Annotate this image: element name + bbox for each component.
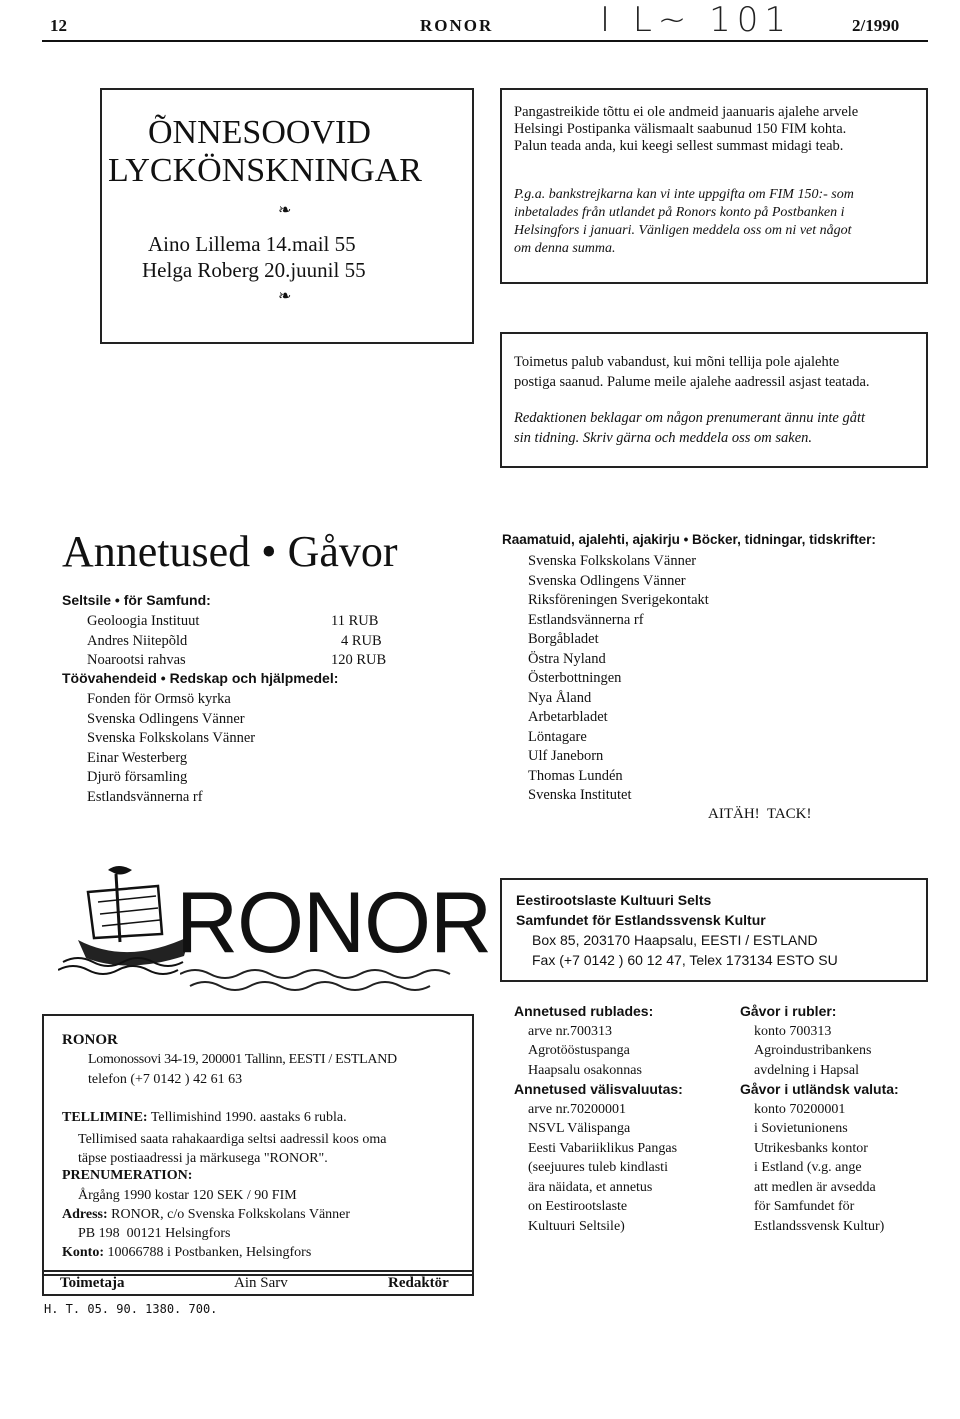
bank-line: att medlen är avsedda bbox=[754, 1179, 876, 1195]
society-name-sv: Samfundet för Estlandssvensk Kultur bbox=[516, 912, 766, 928]
bank-line: i Estland (v.g. ange bbox=[754, 1160, 862, 1175]
bank-line: arve nr.70200001 bbox=[528, 1101, 626, 1117]
society-name-et: Eestirootslaste Kultuuri Selts bbox=[516, 892, 712, 908]
book-donor: Estlandsvännerna rf bbox=[528, 611, 644, 628]
donor-name: Noarootsi rahvas bbox=[87, 652, 186, 668]
donor-name: Einar Westerberg bbox=[87, 749, 188, 766]
bank-line: Agroindustribankens bbox=[754, 1043, 872, 1058]
donor-name: Djurö församling bbox=[87, 769, 188, 785]
handwritten-note: I L~ 101 bbox=[600, 0, 792, 40]
bank-line: avdelning i Hapsal bbox=[754, 1062, 859, 1078]
adress-text: RONOR, c/o Svenska Folkskolans Vänner bbox=[111, 1207, 351, 1222]
ronor-info-box bbox=[42, 1014, 474, 1276]
editor-row bbox=[42, 1270, 474, 1296]
bank-et bbox=[514, 1002, 683, 1236]
ornament-icon: ❧ bbox=[278, 202, 292, 219]
postal-notice-box bbox=[500, 88, 928, 284]
books-list bbox=[528, 552, 709, 806]
greeting-line: Aino Lillema 14.mail 55 bbox=[148, 232, 356, 256]
tellimine-label: TELLIMINE: bbox=[62, 1110, 148, 1125]
greetings-title-et: ÕNNESOOVID bbox=[148, 114, 371, 151]
societies-list bbox=[87, 612, 427, 671]
ronor-name: RONOR bbox=[62, 1032, 118, 1048]
society-contact: Fax (+7 0142 ) 60 12 47, Telex 173134 ESTO SU bbox=[532, 952, 838, 968]
logo-waves bbox=[180, 964, 460, 994]
bank-line: Haapsalu osakonnas bbox=[528, 1062, 642, 1078]
bank-line: ära näidata, et annetus bbox=[528, 1179, 653, 1195]
bank-line: konto 700313 bbox=[754, 1023, 832, 1039]
bank-line: arve nr.700313 bbox=[528, 1023, 612, 1039]
donor-name: Svenska Folkskolans Vänner bbox=[87, 730, 256, 746]
society-box bbox=[500, 878, 928, 982]
book-donor: Nya Åland bbox=[528, 689, 592, 706]
thanks-text: AITÄH! TACK! bbox=[708, 806, 812, 822]
bank-line: on Eestirootslaste bbox=[528, 1199, 628, 1214]
notice-text: Toimetus palub vabandust, kui mõni tellija pole ajalehte bbox=[514, 354, 840, 370]
ronor-logo: RONOR bbox=[176, 875, 492, 971]
book-donor: Ulf Janeborn bbox=[528, 748, 604, 764]
prenumeration-label: PRENUMERATION: bbox=[62, 1168, 193, 1183]
adress-label: Adress: bbox=[62, 1207, 108, 1222]
donor-name: Geoloogia Instituut bbox=[87, 613, 200, 629]
donor-amount: 11 RUB bbox=[331, 613, 379, 629]
ronor-address: Lomonossovi 34-19, 200001 Tallinn, EESTI / ESTLAND bbox=[88, 1052, 397, 1067]
print-stamp: H. T. 05. 90. 1380. 700. bbox=[44, 1302, 218, 1316]
editor-label-et: Toimetaja bbox=[60, 1275, 125, 1291]
donor-name: Estlandsvännerna rf bbox=[87, 788, 203, 805]
adress-line2: PB 198 00121 Helsingfors bbox=[78, 1226, 231, 1241]
book-donor: Thomas Lundén bbox=[528, 767, 623, 784]
book-donor: Löntagare bbox=[528, 728, 587, 745]
notice-text-sv: Redaktionen beklagar om någon prenumerant ännu inte gått bbox=[514, 410, 866, 426]
tellimine-line: Tellimised saata rahakaardiga seltsi aadressil koos oma bbox=[78, 1132, 387, 1147]
donations-title: Annetused • Gåvor bbox=[62, 527, 398, 576]
bank-line: konto 70200001 bbox=[754, 1101, 846, 1117]
notice-text: Palun teada anda, kui keegi sellest summast midagi teab. bbox=[514, 138, 844, 154]
bank-line: i Sovietunionens bbox=[754, 1121, 848, 1136]
bank-line: NSVL Välispanga bbox=[528, 1121, 631, 1136]
equipment-list bbox=[87, 690, 255, 807]
editor-label-sv: Redaktör bbox=[388, 1275, 449, 1291]
ornament-icon: ❧ bbox=[278, 288, 292, 305]
equipment-heading: Töövahendeid • Redskap och hjälpmedel: bbox=[62, 670, 339, 686]
tellimine-line: täpse postiaadressi ja märkusega "RONOR". bbox=[78, 1151, 328, 1166]
page-number: 12 bbox=[50, 16, 67, 35]
greetings-title-sv: LYCKÖNSKNINGAR bbox=[108, 152, 422, 189]
bank-heading: Gåvor i utländsk valuta: bbox=[740, 1081, 899, 1097]
bank-line: Agrotööstuspanga bbox=[528, 1043, 630, 1058]
donor-name: Fonden för Ormsö kyrka bbox=[87, 691, 231, 707]
notice-text: Pangastreikide tõttu ei ole andmeid jaanuaris ajalehe arvele bbox=[514, 104, 859, 120]
notice-text-sv: om denna summa. bbox=[514, 241, 616, 256]
books-heading: Raamatuid, ajalehti, ajakirju • Böcker, tidningar, tidskrifter: bbox=[502, 532, 876, 547]
notice-text-sv: sin tidning. Skriv gärna och meddela oss om saken. bbox=[514, 430, 813, 446]
bank-sv bbox=[740, 1002, 899, 1236]
societies-heading: Seltsile • för Samfund: bbox=[62, 592, 211, 608]
notice-text: Helsingi Postipanka välismaalt saabunud 150 FIM kohta. bbox=[514, 121, 847, 137]
bank-heading: Annetused välisvaluutas: bbox=[514, 1081, 683, 1097]
konto-text: 10066788 i Postbanken, Helsingfors bbox=[107, 1245, 312, 1260]
bank-line: Estlandssvensk Kultur) bbox=[754, 1218, 885, 1234]
book-donor: Borgåbladet bbox=[528, 631, 599, 647]
book-donor: Arbetarbladet bbox=[528, 709, 608, 725]
editor-name: Ain Sarv bbox=[234, 1275, 288, 1291]
society-address: Box 85, 203170 Haapsalu, EESTI / ESTLAND bbox=[532, 932, 818, 948]
greetings-box bbox=[100, 88, 474, 344]
bank-line: (seejuures tuleb kindlasti bbox=[528, 1160, 668, 1175]
bank-heading: Gåvor i rubler: bbox=[740, 1003, 837, 1019]
donor-amount: 4 RUB bbox=[341, 632, 382, 649]
prenumeration-text: Årgång 1990 kostar 120 SEK / 90 FIM bbox=[78, 1188, 297, 1203]
bank-line: för Samfundet för bbox=[754, 1199, 855, 1214]
notice-text-sv: P.g.a. bankstrejkarna kan vi inte uppgifta om FIM 150:- som bbox=[514, 187, 854, 202]
book-donor: Östra Nyland bbox=[528, 650, 606, 667]
issue-number: 2/1990 bbox=[852, 16, 900, 35]
bank-line: Utrikesbanks kontor bbox=[754, 1140, 868, 1156]
bank-line: Eesti Vabariiklikus Pangas bbox=[528, 1140, 678, 1156]
donor-name: Andres Niitepõld bbox=[87, 632, 188, 649]
bank-line: Kultuuri Seltsile) bbox=[528, 1218, 625, 1234]
konto-label: Konto: bbox=[62, 1245, 104, 1260]
book-donor: Österbottningen bbox=[528, 670, 622, 686]
header-rule bbox=[42, 40, 928, 42]
notice-text-sv: inbetalades från utlandet på Ronors konto på Postbanken i bbox=[514, 205, 845, 220]
notice-text-sv: Helsingfors i januari. Vänligen meddela oss om ni vet något bbox=[514, 223, 852, 238]
book-donor: Svenska Folkskolans Vänner bbox=[528, 553, 697, 569]
masthead: RONOR bbox=[420, 16, 494, 35]
bank-heading: Annetused rublades: bbox=[514, 1003, 654, 1019]
donor-amount: 120 RUB bbox=[331, 652, 387, 668]
book-donor: Svenska Odlingens Vänner bbox=[528, 572, 686, 589]
notice-text: postiga saanud. Palume meile ajalehe aadressil asjast teatada. bbox=[514, 374, 870, 390]
ronor-phone: telefon (+7 0142 ) 42 61 63 bbox=[88, 1072, 243, 1087]
book-donor: Svenska Institutet bbox=[528, 787, 632, 803]
greeting-line: Helga Roberg 20.juunil 55 bbox=[142, 258, 366, 282]
donor-name: Svenska Odlingens Vänner bbox=[87, 710, 245, 727]
book-donor: Riksföreningen Sverigekontakt bbox=[528, 592, 709, 608]
tellimine-text: Tellimishind 1990. aastaks 6 rubla. bbox=[150, 1110, 347, 1125]
subscription-notice-box bbox=[500, 332, 928, 468]
